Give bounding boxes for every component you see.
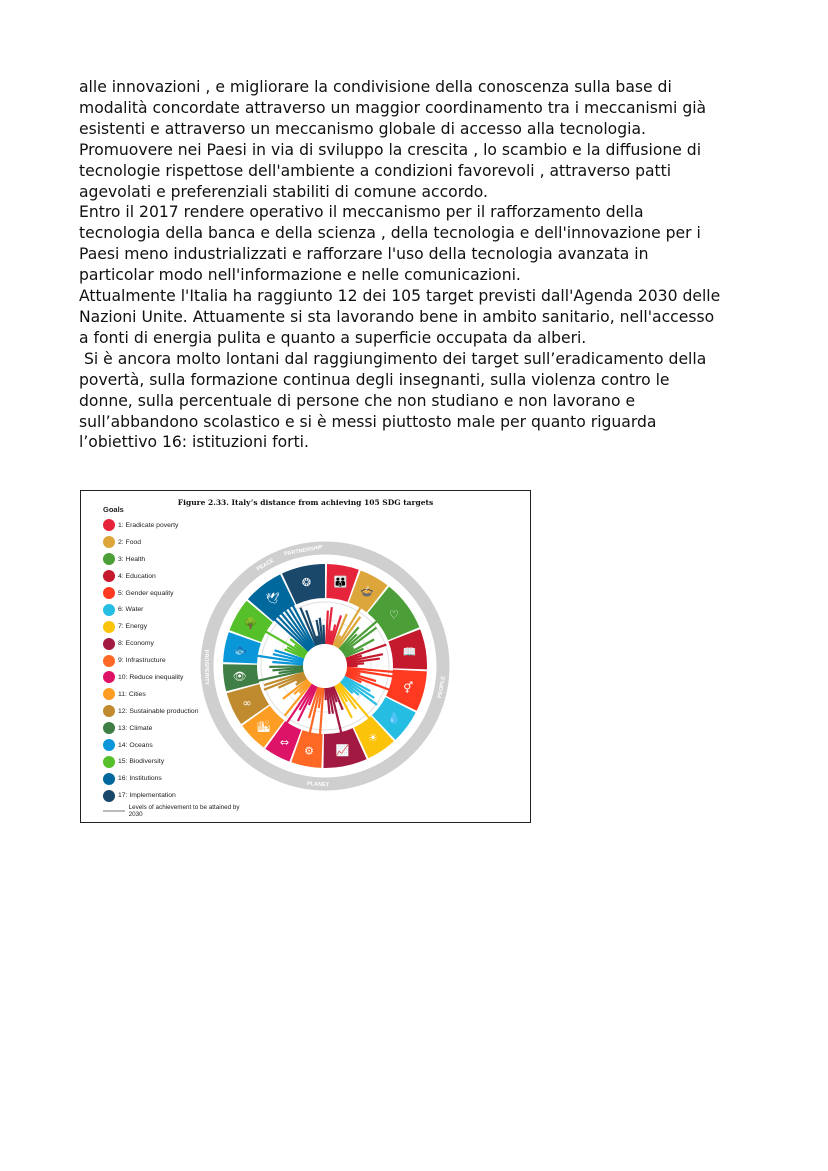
text-line: tecnologia della banca e della scienza , della tecnologia e dell'innovazione per i (79, 224, 701, 243)
legend-label: 14: Oceans (118, 741, 153, 749)
legend-label: 2: Food (118, 538, 142, 546)
legend-label: 15: Biodiversity (118, 758, 165, 766)
goal-segment-icon: ⚙ (304, 744, 315, 758)
goal-segment-icon: 👪 (333, 575, 348, 589)
text-line: Nazioni Unite. Attuamente si sta lavorando bene in ambito sanitario, nell'accesso (79, 307, 715, 326)
target-bar (269, 666, 303, 667)
text-line: sull’abbandono scolastico e si è messi piuttosto male per quanto riguarda (79, 412, 657, 431)
goal-segment-icon: 🐟 (233, 643, 248, 657)
goal-segment-icon: ⇔ (279, 735, 290, 749)
goal-segment-icon: 📖 (402, 645, 417, 659)
figure-title: Figure 2.33. Italy’s distance from achieving 105 SDG targets (177, 498, 434, 507)
goal-segment-icon: 🏙 (256, 720, 271, 734)
text-line: donne, sulla percentuale di persone che non studiano e non lavorano e (79, 391, 636, 410)
legend-label: 5: Gender equality (118, 589, 174, 597)
text-line: modalità concordate attraverso un maggior coordinamento tra i meccanismi già (79, 98, 707, 117)
legend-label: 10: Reduce inequality (118, 673, 184, 681)
goal-13-icon (103, 722, 115, 734)
text-line: Attualmente l'Italia ha raggiunto 12 dei 105 target previsti dall'Agenda 2030 delle (79, 287, 721, 306)
goal-11-icon (103, 688, 115, 700)
legend-label: 11: Cities (118, 690, 146, 698)
goal-17-icon (103, 790, 115, 802)
sdg-wheel (202, 511, 448, 817)
achievement-line-icon (103, 810, 125, 812)
target-bar (347, 663, 364, 664)
goal-segment-icon: ❂ (301, 576, 312, 590)
goal-16-icon (103, 773, 115, 785)
ring-label-peace: PEACE (255, 557, 276, 573)
text-line: Si è ancora molto lontani dal raggiungimento dei target sull’eradicamento della (79, 349, 707, 368)
goal-14-icon (103, 739, 115, 751)
goal-segment-icon: 💧 (387, 711, 401, 725)
goal-3-icon (103, 553, 115, 565)
goal-segment-icon: 🕊 (265, 591, 280, 605)
legend-label: 13: Climate (118, 724, 153, 732)
goal-segment-icon: ⚥ (403, 681, 414, 695)
legend-label: 16: Institutions (118, 775, 162, 783)
legend-label: 8: Economy (118, 640, 154, 648)
body-text (79, 77, 749, 453)
text-line: Promuovere nei Paesi in via di sviluppo la crescita , lo scambio e la diffusione di (79, 140, 702, 159)
legend-label: 9: Infrastructure (118, 657, 166, 665)
text-line: esistenti e attraverso un meccanismo globale di accesso alla tecnologia. (79, 119, 646, 138)
legend-label: 7: Energy (118, 623, 148, 631)
text-line: particolar modo nell'informazione e nelle comunicazioni. (79, 266, 521, 285)
ring-label-prosperity: PROSPERITY (202, 649, 210, 686)
goal-6-icon (103, 604, 115, 616)
legend-title: Goals (103, 505, 124, 514)
goal-segment-icon: ∞ (242, 696, 252, 710)
ring-label-planet: PLANET (306, 781, 330, 789)
legend-label: 4: Education (118, 572, 156, 580)
target-bar (324, 625, 325, 644)
ring-label-partnership: PARTNERSHIP (283, 544, 324, 558)
goal-8-icon (103, 638, 115, 650)
legend-label: 12: Sustainable production (118, 707, 199, 715)
goal-9-icon (103, 655, 115, 667)
wheel-center (303, 644, 347, 688)
legend-label: 3: Health (118, 555, 146, 563)
text-line: a fonti di energia pulita e quanto a superficie occupata da alberi. (79, 328, 587, 347)
goal-12-icon (103, 705, 115, 717)
text-line: povertà, sulla formazione continua degli insegnanti, sulla violenza contro le (79, 370, 670, 389)
legend-label: 1: Eradicate poverty (118, 521, 179, 529)
text-line: tecnologie rispettose dell'ambiente a condizioni favorevoli , attraverso patti (79, 161, 672, 180)
goal-7-icon (103, 621, 115, 633)
sdg-figure (80, 490, 531, 823)
text-line: Entro il 2017 rendere operativo il meccanismo per il rafforzamento della (79, 203, 644, 222)
text-line: l’obiettivo 16: istituzioni forti. (79, 433, 309, 452)
goal-segment-icon: 🍲 (360, 584, 374, 598)
goal-segment-icon: 🌳 (243, 616, 258, 630)
text-line: agevolati e preferenziali stabiliti di comune accordo. (79, 182, 488, 201)
legend-label: 6: Water (118, 606, 144, 614)
goal-15-icon (103, 756, 115, 768)
text-line: alle innovazioni , e migliorare la condivisione della conoscenza sulla base di (79, 78, 672, 96)
goal-segment-icon: ♡ (389, 608, 399, 622)
goal-segment-icon: 👁 (232, 669, 247, 683)
goal-2-icon (103, 536, 115, 548)
goal-10-icon (103, 671, 115, 683)
goal-segment-icon: ☀ (367, 731, 378, 745)
goal-4-icon (103, 570, 115, 582)
goal-5-icon (103, 587, 115, 599)
legend-footer-label: Levels of achievement to be attained by 2030 (128, 804, 240, 819)
ring-label-people: PEOPLE (437, 675, 448, 699)
goal-segment-icon: 📈 (335, 744, 350, 758)
goal-1-icon (103, 519, 115, 531)
legend-label: 17: Implementation (118, 792, 176, 800)
text-line: Paesi meno industrializzati e rafforzare l'uso della tecnologia avanzata in (79, 245, 649, 264)
